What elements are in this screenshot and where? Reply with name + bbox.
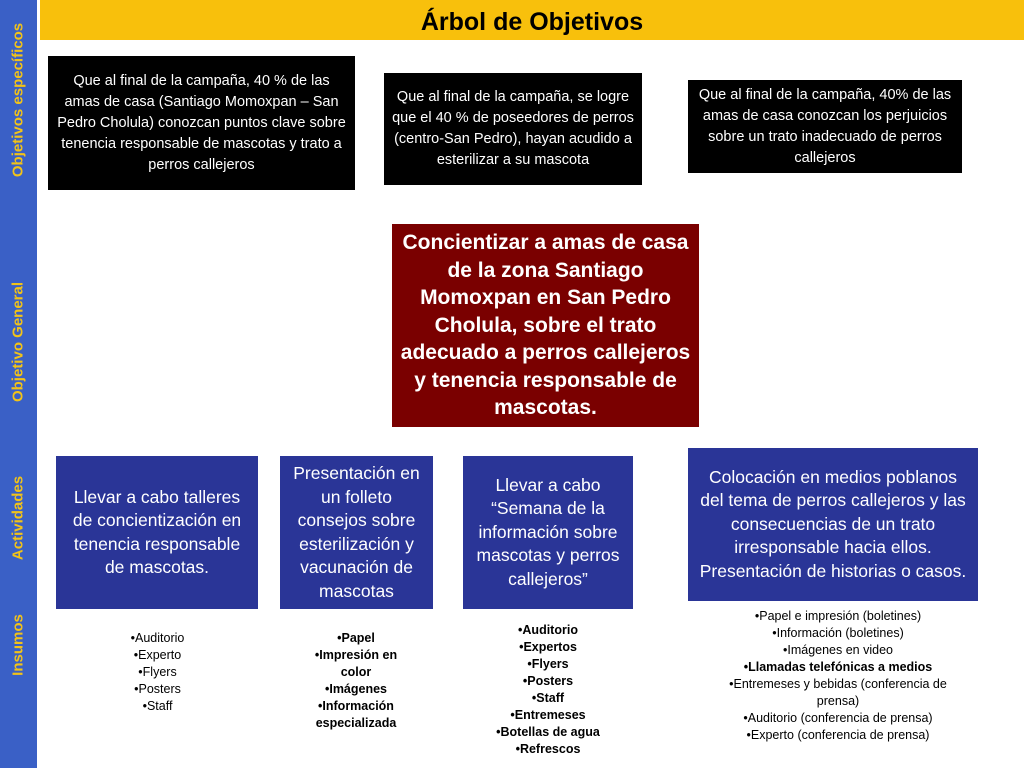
list-item: •Auditorio (conferencia de prensa) — [743, 711, 933, 725]
inputs-list-1 — [80, 630, 235, 715]
activity-2: Presentación en un folleto consejos sobre esterilización y vacunación de mascotas — [280, 456, 433, 609]
list-item: •Papel e impresión (boletines) — [754, 609, 922, 623]
inputs-list-3 — [473, 622, 623, 758]
list-item: •Entremeses y bebidas (conferencia de prensa) — [729, 677, 947, 708]
activity-1: Llevar a cabo talleres de concientización en tenencia responsable de mascotas. — [56, 456, 258, 609]
specific-objective-2: Que al final de la campaña, se logre que el 40 % de poseedores de perros (centro-San Pedro), hayan acudido a esterilizar a su mascota — [384, 73, 642, 185]
list-item: •Impresión en color — [314, 648, 398, 679]
specific-objective-3: Que al final de la campaña, 40% de las amas de casa conozcan los perjuicios sobre un trato inadecuado de perros callejeros — [688, 80, 962, 173]
list-item: •Información especializada — [315, 699, 397, 730]
list-item: •Staff — [531, 691, 565, 705]
list-item: •Posters — [134, 682, 181, 696]
list-item: •Flyers — [138, 665, 177, 679]
general-objective: Concientizar a amas de casa de la zona Santiago Momoxpan en San Pedro Cholula, sobre el trato adecuado a perros callejeros y tenencia responsable de mascotas. — [392, 224, 699, 427]
list-item: •Experto — [133, 648, 182, 662]
sidebar-label-objetivos-especificos: Objetivos específicos — [9, 22, 27, 178]
list-item: •Flyers — [527, 657, 569, 671]
inputs-list-4 — [718, 608, 958, 744]
activity-3: Llevar a cabo “Semana de la información sobre mascotas y perros callejeros” — [463, 456, 633, 609]
list-item: •Staff — [142, 699, 173, 713]
sidebar-label-objetivo-general: Objetivo General — [9, 281, 27, 403]
list-item: •Posters — [522, 674, 574, 688]
activity-4: Colocación en medios poblanos del tema de perros callejeros y las consecuencias de un trato irresponsable hacia ellos. Presentación de historias o casos. — [688, 448, 978, 601]
list-item: •Imágenes — [324, 682, 388, 696]
list-item: •Imágenes en video — [782, 643, 893, 657]
list-item: •Entremeses — [510, 708, 586, 722]
list-item: •Auditorio — [518, 623, 578, 637]
list-item: •Refrescos — [515, 742, 581, 756]
list-item: •Papel — [337, 631, 375, 645]
list-item: •Información (boletines) — [772, 626, 904, 640]
sidebar-label-actividades: Actividades — [9, 475, 27, 561]
inputs-list-2 — [300, 630, 412, 732]
list-item: •Experto (conferencia de prensa) — [746, 728, 930, 742]
list-item: •Auditorio — [130, 631, 185, 645]
list-item: •Expertos — [519, 640, 577, 654]
sidebar — [0, 0, 37, 768]
sidebar-label-insumos: Insumos — [9, 614, 27, 676]
specific-objective-1: Que al final de la campaña, 40 % de las amas de casa (Santiago Momoxpan – San Pedro Cholula) conozcan puntos clave sobre tenencia responsable de mascotas y trato a perros callejeros — [48, 56, 355, 190]
title-bar — [40, 0, 1024, 40]
list-item: •Botellas de agua — [496, 725, 600, 739]
page-title: Árbol de Objetivos — [420, 8, 644, 36]
list-item: •Llamadas telefónicas a medios — [743, 660, 933, 674]
